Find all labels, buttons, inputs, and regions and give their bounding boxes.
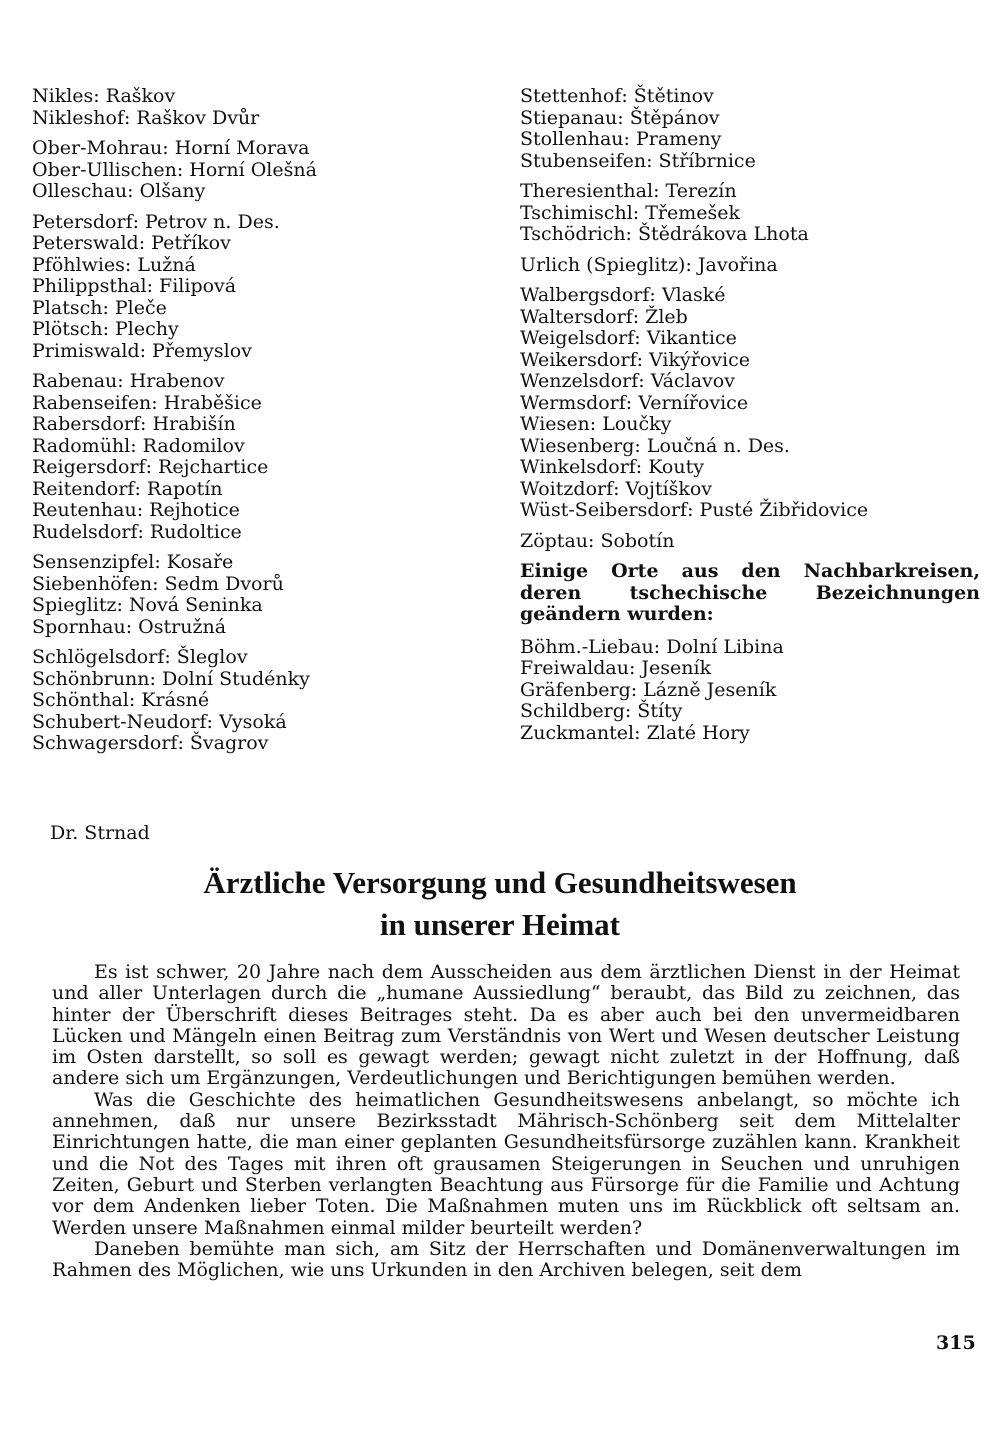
place-name-group xyxy=(32,552,472,638)
place-name-entry: Philippsthal: Filipová xyxy=(32,275,237,297)
place-name-entry: Zöptau: Sobotín xyxy=(520,529,675,552)
place-name-entry: Urlich (Spieglitz): Javořina xyxy=(520,253,778,276)
place-name-entry: Walbergsdorf: Vlaské xyxy=(520,284,726,306)
place-name-entry: Primiswald: Přemyslov xyxy=(32,339,252,362)
place-name-group xyxy=(520,285,980,522)
article-paragraph: Was die Geschichte des heimatlichen Gesundheitswesens anbelangt, so möchte ich annehmen, daß nur unsere Bezirksstadt Mährisch-Schönberg seit dem Mittelalter Einrichtungen hatte, die man einer geplanten Gesundheitsfürsorge zuzählen kann. Krankheit und die Not des Tages mit ihren oft grausamen Steigerungen in Seuchen und unruhigen Zeiten, Geburt und Sterben verlangten Beachtung aus Fürsorge für die Familie und Achtung vor dem Andenken lieber Toten. Die Maßnahmen muten uns im Rückblick oft seltsam an. Werden unsere Maßnahmen einmal milder beurteilt werden? xyxy=(52,1088,960,1239)
place-names-right-column xyxy=(520,86,980,753)
place-name-entry: Schönthal: Krásné xyxy=(32,689,210,711)
place-name-entry: Nikles: Raškov xyxy=(32,85,176,107)
place-name-entry: Ober-Ullischen: Horní Olešná xyxy=(32,158,317,181)
place-name-entry: Olleschau: Olšany xyxy=(32,180,206,202)
place-name-entry: Wenzelsdorf: Václavov xyxy=(520,370,735,392)
place-name-entry: Schönbrunn: Dolní Studénky xyxy=(32,667,310,690)
place-name-entry: Tschimischl: Třemešek xyxy=(520,201,741,224)
place-name-entry: Peterswald: Petříkov xyxy=(32,232,231,254)
place-name-entry: Theresienthal: Terezín xyxy=(520,180,737,202)
article-body xyxy=(52,962,960,1281)
place-name-entry: Rudelsdorf: Rudoltice xyxy=(32,520,242,543)
article-paragraph: Daneben bemühte man sich, am Sitz der Herrschaften und Domänenverwaltungen im Rahmen des Möglichen, wie uns Urkunden in den Archiven belegen, seit dem xyxy=(52,1237,960,1282)
right-column-groups xyxy=(520,86,980,552)
place-name-entry: Nikleshof: Raškov Dvůr xyxy=(32,106,260,129)
place-name-group xyxy=(520,531,980,553)
neighbor-place-entry: Freiwaldau: Jeseník xyxy=(520,657,712,679)
place-name-entry: Winkelsdorf: Kouty xyxy=(520,456,704,478)
neighbor-districts-note: Einige Orte aus den Nachbarkreisen, deren tschechische Bezeichnungen geändern wurden: xyxy=(520,560,980,625)
place-name-entry: Radomühl: Radomilov xyxy=(32,434,245,457)
neighbor-districts-list xyxy=(520,637,980,745)
place-name-entry: Reitendorf: Rapotín xyxy=(32,477,223,500)
place-name-entry: Pföhlwies: Lužná xyxy=(32,253,196,276)
place-name-entry: Platsch: Pleče xyxy=(32,296,167,319)
place-name-entry: Spornhau: Ostružná xyxy=(32,615,227,638)
neighbor-place-entry: Zuckmantel: Zlaté Hory xyxy=(520,721,750,744)
place-name-entry: Reutenhau: Rejhotice xyxy=(32,499,240,521)
place-name-group xyxy=(520,255,980,277)
place-name-entry: Wüst-Seibersdorf: Pusté Žibřidovice xyxy=(520,499,869,521)
place-name-entry: Ober-Mohrau: Horní Morava xyxy=(32,137,310,159)
place-name-entry: Rabenseifen: Hraběšice xyxy=(32,391,262,414)
neighbor-place-entry: Schildberg: Štíty xyxy=(520,700,683,722)
place-name-entry: Tschödrich: Štědrákova Lhota xyxy=(520,223,809,245)
neighbor-place-entry: Gräfenberg: Lázně Jeseník xyxy=(520,678,777,701)
place-name-entry: Wiesen: Loučky xyxy=(520,413,672,435)
place-name-entry: Schubert-Neudorf: Vysoká xyxy=(32,710,287,733)
place-name-group xyxy=(520,86,980,172)
place-name-entry: Stubenseifen: Stříbrnice xyxy=(520,149,756,172)
place-name-entry: Woitzdorf: Vojtíškov xyxy=(520,477,713,500)
place-name-entry: Waltersdorf: Žleb xyxy=(520,305,688,328)
place-name-entry: Reigersdorf: Rejchartice xyxy=(32,456,269,478)
place-names-left-column xyxy=(32,86,472,764)
page-number: 315 xyxy=(936,1332,976,1354)
place-name-group xyxy=(32,371,472,543)
place-name-group xyxy=(32,86,472,129)
place-name-entry: Siebenhöfen: Sedm Dvorů xyxy=(32,572,284,595)
place-name-group xyxy=(32,647,472,755)
place-name-entry: Stettenhof: Štětinov xyxy=(520,85,714,107)
place-name-entry: Rabersdorf: Hrabišín xyxy=(32,413,236,435)
place-name-group xyxy=(32,138,472,203)
place-name-entry: Schlögelsdorf: Šleglov xyxy=(32,646,248,668)
place-name-entry: Wiesenberg: Loučná n. Des. xyxy=(520,434,790,457)
place-name-entry: Sensenzipfel: Kosaře xyxy=(32,551,234,573)
place-name-entry: Petersdorf: Petrov n. Des. xyxy=(32,210,280,233)
place-name-entry: Spieglitz: Nová Seninka xyxy=(32,594,263,616)
place-name-entry: Plötsch: Plechy xyxy=(32,318,179,340)
place-name-group xyxy=(520,181,980,246)
place-name-group xyxy=(32,212,472,363)
article-title-line-1: Ärztliche Versorgung und Gesundheitswesen xyxy=(203,865,797,900)
place-name-entry: Weikersdorf: Vikýřovice xyxy=(520,348,750,371)
place-name-entry: Weigelsdorf: Vikantice xyxy=(520,327,737,349)
article-title xyxy=(0,862,1000,946)
article-title-line-2: in unserer Heimat xyxy=(380,907,620,942)
place-name-entry: Stiepanau: Štěpánov xyxy=(520,106,720,129)
place-name-entry: Stollenhau: Prameny xyxy=(520,128,722,150)
article-author: Dr. Strnad xyxy=(50,822,150,844)
neighbor-place-entry: Böhm.-Liebau: Dolní Libina xyxy=(520,635,784,658)
place-name-entry: Schwagersdorf: Švagrov xyxy=(32,732,269,754)
place-name-entry: Wermsdorf: Vernířovice xyxy=(520,391,749,414)
place-name-entry: Rabenau: Hrabenov xyxy=(32,370,225,392)
article-paragraph: Es ist schwer, 20 Jahre nach dem Ausscheiden aus dem ärztlichen Dienst in der Heimat und aller Unterlagen durch die „humane Aussiedlung“ beraubt, das Bild zu zeichnen, das hinter der Überschrift dieses Beitrages steht. Da es aber auch bei den unvermeidbaren Lücken und Mängeln einen Beitrag zum Verständnis von Wert und Wesen deutscher Leistung im Osten darstellt, so soll es gewagt werden; gewagt nicht zuletzt in der Hoffnung, daß andere sich um Ergänzungen, Verdeutlichungen und Berichtigungen bemühen werden. xyxy=(52,961,960,1090)
